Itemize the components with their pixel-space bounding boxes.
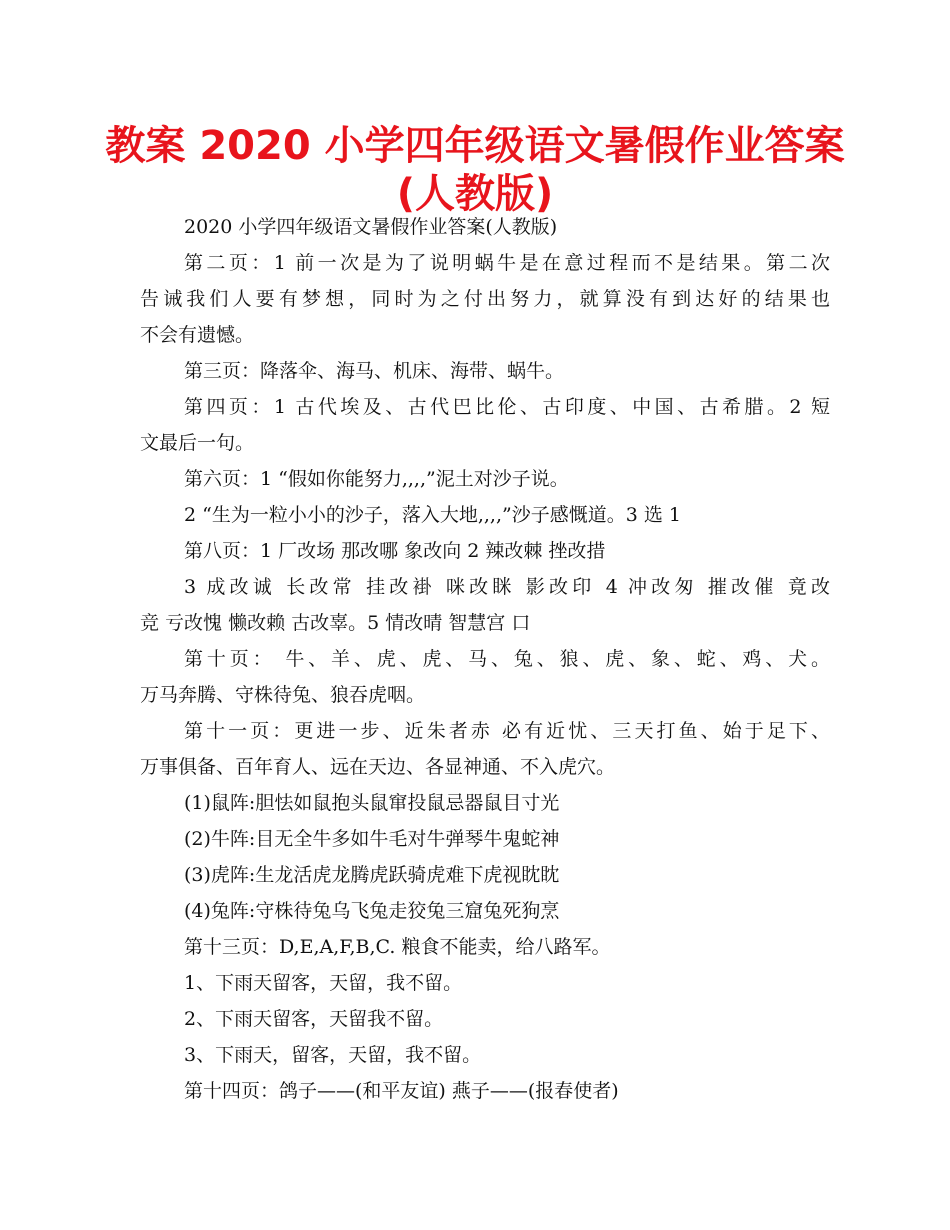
text-line: 第十四页：鸽子——(和平友谊) 燕子——(报春使者) bbox=[184, 1080, 619, 1102]
text-line: 2、下雨天留客，天留我不留。 bbox=[184, 1008, 444, 1030]
text-line: 第三页：降落伞、海马、机床、海带、蜗牛。 bbox=[184, 360, 565, 382]
text-line: 2 “生为一粒小小的沙子，落入大地,,,,”沙子感慨道。3 选 1 bbox=[184, 504, 681, 526]
text-line: 第二页：1 前一次是为了说明蜗牛是在意过程而不是结果。第二次 bbox=[184, 252, 830, 274]
text-line: 第四页：1 古代埃及、古代巴比伦、古印度、中国、古希腊。2 短 bbox=[184, 396, 830, 418]
text-line: (4)兔阵:守株待兔乌飞兔走狡兔三窟兔死狗烹 bbox=[184, 900, 560, 922]
text-line: 第六页：1 “假如你能努力,,,,”泥土对沙子说。 bbox=[184, 468, 569, 490]
document-title-line-1: 教案 2020 小学四年级语文暑假作业答案 bbox=[105, 123, 845, 169]
text-line: 3 成改诚 长改常 挂改褂 咪改眯 影改印 4 冲改匆 摧改催 竟改 bbox=[184, 576, 830, 598]
text-line: 第十三页：D,E,A,F,B,C. 粮食不能卖，给八路军。 bbox=[184, 936, 611, 958]
text-line: (3)虎阵:生龙活虎龙腾虎跃骑虎难下虎视眈眈 bbox=[184, 864, 560, 886]
text-line: 告诫我们人要有梦想，同时为之付出努力，就算没有到达好的结果也 bbox=[140, 288, 830, 310]
text-line: 万事俱备、百年育人、远在天边、各显神通、不入虎穴。 bbox=[140, 756, 616, 778]
text-line: 第八页：1 厂改场 那改哪 象改向 2 辣改棘 挫改措 bbox=[184, 540, 606, 562]
text-line: (1)鼠阵:胆怯如鼠抱头鼠窜投鼠忌器鼠目寸光 bbox=[184, 792, 560, 814]
text-line: 3、下雨天，留客，天留，我不留。 bbox=[184, 1044, 482, 1066]
text-line: 第十页： 牛、羊、虎、虎、马、兔、狼、虎、象、蛇、鸡、犬。 bbox=[184, 648, 830, 670]
text-line: 文最后一句。 bbox=[140, 432, 255, 454]
text-line: 第十一页：更进一步、近朱者赤 必有近忧、三天打鱼、始于足下、 bbox=[184, 720, 830, 742]
document-title-line-2: (人教版) bbox=[396, 171, 554, 217]
text-line: 竞 亏改愧 懒改赖 古改辜。5 情改晴 智慧宫 口 bbox=[140, 612, 531, 634]
text-line: 不会有遗憾。 bbox=[140, 324, 255, 346]
subtitle-line: 2020 小学四年级语文暑假作业答案(人教版) bbox=[184, 216, 558, 238]
text-line: 万马奔腾、守株待兔、狼吞虎咽。 bbox=[140, 684, 426, 706]
text-line: (2)牛阵:目无全牛多如牛毛对牛弹琴牛鬼蛇神 bbox=[184, 828, 560, 850]
text-line: 1、下雨天留客，天留，我不留。 bbox=[184, 972, 463, 994]
